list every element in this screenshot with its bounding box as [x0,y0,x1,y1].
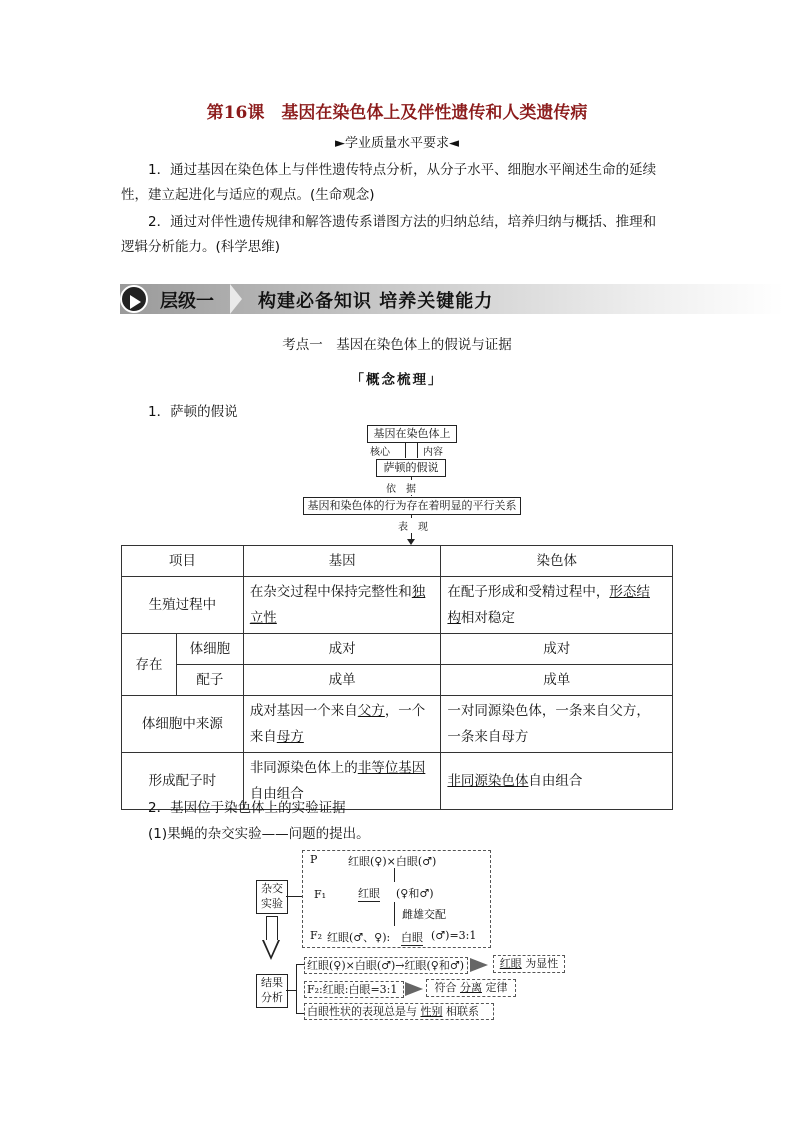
box-hybrid-experiment: 杂交 实验 [256,880,288,914]
table-cell: 非同源染色体自由组合 [441,753,673,810]
requirement-2-line1: 2．通过对伴性遗传规律和解答遗传系谱图方法的归纳总结，培养归纳与概括、推理和 [148,214,657,230]
big-arrow-shaft [266,916,278,941]
flow-box-sutton: 萨顿的假说 [376,459,446,477]
table-cell: 成对 [243,634,441,665]
arrow-right-icon [470,958,488,972]
f2-red: 红眼(♂、♀): [327,931,391,944]
table-row [122,665,673,696]
flow-label-basis: 依 据 [386,480,416,495]
f1-red: 红眼 [358,887,380,900]
requirement-1-line2: 性，建立起进化与适应的观点。(生命观念) [121,187,375,203]
table-cell: 在配子形成和受精过程中，形态结 构相对稳定 [441,577,673,634]
flow-label-core: 核心 [370,447,390,458]
table-header-row [122,546,673,577]
arrow-right-icon [405,982,423,996]
row-sublabel: 配子 [176,665,243,696]
row-label: 生殖过程中 [122,577,244,634]
banner-level: 层级一 [160,291,214,312]
table-row [122,634,673,665]
table-cell: 一对同源染色体，一条来自父方， 一条来自母方 [441,696,673,753]
chevron-right-icon [230,284,242,314]
row-label: 存在 [122,634,177,696]
requirement-2 [121,210,676,260]
section-2-1-title: (1)果蝇的杂交实验——问题的提出。 [148,826,370,842]
table-row [122,577,673,634]
result-1: 红眼(♀)×白眼(♂)→红眼(♀和♂) [304,957,468,974]
result-2-out: 符合 分离 定律 [426,979,516,997]
table-header: 基因 [243,546,441,577]
table-header: 染色体 [441,546,673,577]
mating-label: 雌雄交配 [402,908,446,921]
table-header: 项目 [122,546,244,577]
table-row [122,696,673,753]
arrow-circle-icon [120,285,148,313]
table-cell: 成对 [441,634,673,665]
concept-heading: 「概念梳理」 [350,372,444,388]
banner-title: 构建必备知识 培养关键能力 [258,291,494,312]
row-label: 体细胞中来源 [122,696,244,753]
requirement-1-line1: 1．通过基因在染色体上与伴性遗传特点分析，从分子水平、细胞水平阐述生命的延续 [148,162,657,178]
result-1-out: 红眼 为显性 [493,955,565,973]
section-banner [120,284,784,314]
f1-label: F₁ [314,888,327,901]
flow-label-show: 表 现 [398,518,428,533]
section-1-title: 1．萨顿的假说 [148,404,238,420]
f2-ratio: (♂)=3:1 [431,929,477,942]
requirement-2-line2: 逻辑分析能力。(科学思维) [121,239,281,255]
row-sublabel: 体细胞 [176,634,243,665]
table-cell: 成单 [441,665,673,696]
f2-label: F₂ [310,929,323,942]
lesson-title: 第16课 基因在染色体上及伴性遗传和人类遗传病 [206,103,588,123]
f1-sex: (♀和♂) [396,887,434,900]
table-cell: 在杂交过程中保持完整性和独 立性 [243,577,441,634]
kaodian-title: 考点一 基因在染色体上的假说与证据 [282,337,512,353]
row-label: 形成配子时 [122,753,244,810]
table-cell: 成对基因一个来自父方，一个 来自母方 [243,696,441,753]
gene-chromosome-table [121,545,673,810]
result-3: 白眼性状的表现总是与 性别 相联系 [304,1003,494,1020]
requirements-heading: ►学业质量水平要求◄ [335,136,459,151]
p-label: P [310,853,318,866]
f2-white: 白眼 [401,931,423,944]
table-cell: 非同源染色体上的非等位基因 自由组合 [243,753,441,810]
table-cell: 成单 [243,665,441,696]
flow-box-gene-on-chromosome: 基因在染色体上 [367,425,457,443]
box-result-analysis: 结果 分析 [256,974,288,1008]
requirement-1 [121,158,676,208]
result-2: F₂:红眼:白眼=3:1 [304,981,404,998]
flow-box-parallel: 基因和染色体的行为存在着明显的平行关系 [303,497,521,515]
section-2-title: 2．基因位于染色体上的实验证据 [148,800,346,816]
p-cross: 红眼(♀)×白眼(♂) [348,855,437,868]
flow-label-content: 内容 [423,447,443,458]
